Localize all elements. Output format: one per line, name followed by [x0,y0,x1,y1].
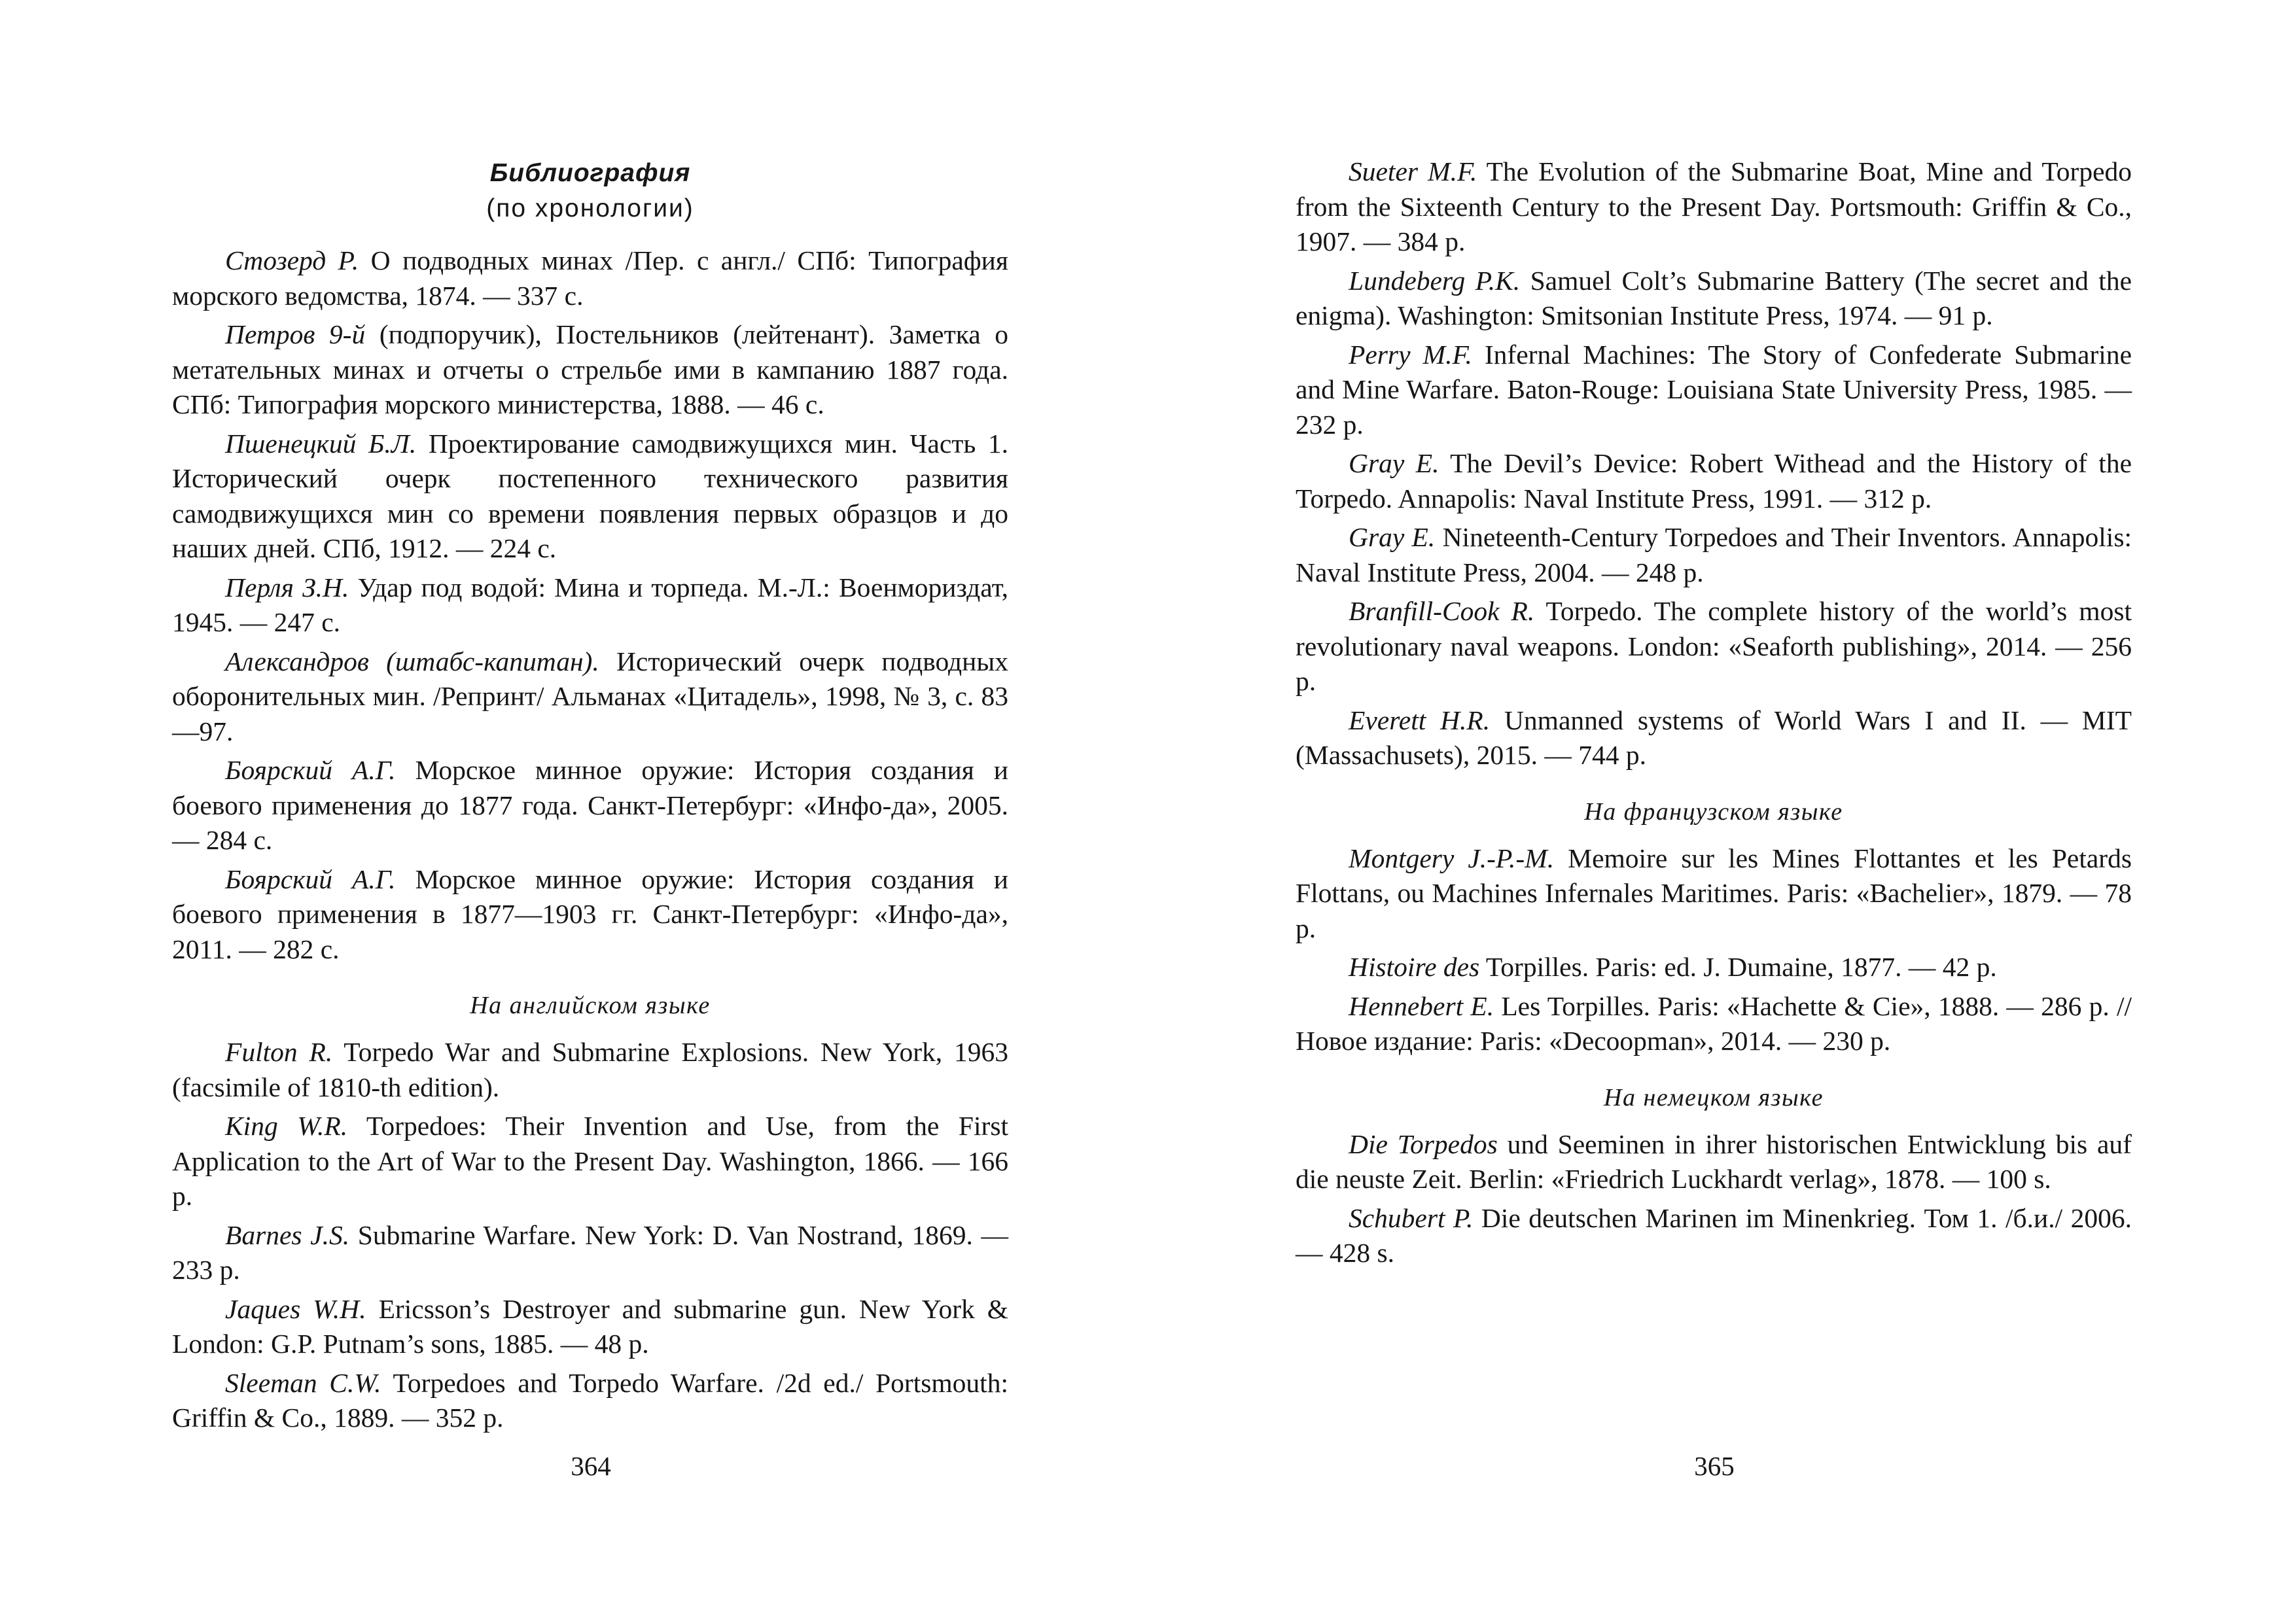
bibliography-title: Библиография [489,159,691,187]
entry-author: Петров 9-й [225,319,366,349]
page-number: 365 [1694,1451,1735,1481]
entry-text: Удар под водой: Мина и торпеда. М.-Л.: Военмориздат, 1945. — 247 с. [172,572,1008,637]
bib-entry [1296,338,2132,443]
bib-entry [172,243,1008,313]
bib-entry [1296,703,2132,773]
bib-entry [172,1292,1008,1362]
right-page [1296,154,2132,1275]
entry-text: Torpedo War and Submarine Explosions. New York, 1963 (facsimile of 1810-th edition). [172,1037,1008,1102]
entry-text: und Seeminen in ihrer historischen Entwicklung bis auf die neuste Zeit. Berlin: «Friedrich Luckhardt verlag», 1878. — 100 s. [1296,1128,2132,1194]
entry-author: Barnes J.S. [225,1219,350,1250]
german-entries [1296,1127,2132,1271]
bib-entry [172,1109,1008,1214]
bibliography-subtitle: (по хронологии) [486,194,694,222]
entry-text: Ericsson’s Destroyer and submarine gun. New York & London: G.P. Putnam’s sons, 1885. — 48 p. [172,1293,1008,1359]
entry-text: Исторический очерк подводных оборонительных мин. /Репринт/ Альманах «Цитадель», 1998, № 3, с. 83—97. [172,646,1009,746]
entry-author: Perry M.F. [1349,339,1472,370]
bib-entry [1296,520,2132,590]
entry-author: Gray E. [1349,522,1436,552]
entry-author: Die Torpedos [1349,1128,1498,1159]
bib-entry [1296,154,2132,260]
bib-entry [172,862,1008,968]
section-heading-english: На английском языке [470,992,711,1019]
bib-entry [172,753,1008,858]
entry-text: The Devil’s Device: Robert Withead and the History of the Torpedo. Annapolis: Naval Institute Press, 1991. — 312 p. [1296,448,2132,514]
entry-text: The Evolution of the Submarine Boat, Mine and Torpedo from the Sixteenth Century to the Present Day. Portsmouth: Griffin & Co., 1907. — 384 p. [1296,156,2132,256]
entry-text: (подпоручик), Постельников (лейтенант). Заметка о метательных минах и отчеты о стрельбе ими в кампанию 1887 года. СПб: Типография морского министерства, 1888. — 46 с. [172,319,1008,419]
entry-author: Sueter M.F. [1349,156,1477,186]
entry-text: Torpedo. The complete history of the world’s most revolutionary naval weapons. London: «Seaforth publishing», 2014. — 256 p. [1296,596,2132,696]
entry-author: Hennebert E. [1349,990,1494,1021]
entry-text: Die deutschen Marinen im Minenkrieg. Том 1. /б.и./ 2006. — 428 s. [1296,1202,2132,1268]
bib-entry [1296,594,2132,699]
entry-text: Torpilles. Paris: ed. J. Dumaine, 1877. — 42 p. [1479,952,1997,982]
entry-text: Морское минное оружие: История создания и боевого применения до 1877 года. Санкт-Петербург: «Инфо-да», 2005. — 284 с. [172,755,1008,855]
entry-author: Lundeberg P.K. [1349,265,1521,296]
entry-text: Nineteenth-Century Torpedoes and Their Inventors. Annapolis: Naval Institute Press, 2004. — 248 p. [1296,522,2132,587]
english-entries [172,1035,1008,1436]
entry-author: Branfill-Cook R. [1349,596,1535,626]
bib-entry [1296,950,2132,985]
bib-entry [172,1035,1008,1105]
entry-author: Everett H.R. [1349,705,1491,735]
entry-author: Боярский А.Г. [225,755,396,785]
bib-entry [172,644,1008,750]
entry-author: Histoire des [1349,952,1480,982]
bib-entry [1296,841,2132,947]
bib-entry [172,427,1008,567]
page-number: 364 [571,1451,611,1481]
french-entries [1296,841,2132,1059]
entry-text: Unmanned systems of World Wars I and II. — MIT (Massachusets), 2015. — 744 p. [1296,705,2132,770]
entry-author: Fulton R. [225,1037,333,1067]
bib-entry [172,317,1008,423]
entry-text: Samuel Colt’s Submarine Battery (The secret and the enigma). Washington: Smitsonian Institute Press, 1974. — 91 p. [1296,265,2132,330]
english-entries-continued [1296,154,2132,773]
entry-text: Memoire sur les Mines Flottantes et les Petards Flottans, ou Machines Infernales Maritimes. Paris: «Bachelier», 1879. — 78 p. [1296,843,2132,943]
entry-author: Пшенецкий Б.Л. [225,428,417,459]
entry-author: Sleeman C.W. [225,1367,381,1398]
bib-entry [1296,1201,2132,1271]
russian-entries [172,243,1008,967]
entry-text: Les Torpilles. Paris: «Hachette & Cie», 1888. — 286 p. // Новое издание: Paris: «Decoopman», 2014. — 230 p. [1296,990,2132,1056]
section-heading-german: На немецком языке [1604,1083,1824,1111]
entry-author: Gray E. [1349,448,1439,478]
entry-text: Морское минное оружие: История создания и боевого применения в 1877—1903 гг. Санкт-Петербург: «Инфо-да», 2011. — 282 с. [172,864,1008,964]
entry-text: Проектирование самодвижущихся мин. Часть 1. Исторический очерк постепенного технического развития самодвижущихся мин со времени появления первых образцов и до наших дней. СПб, 1912. — 224 с. [172,428,1008,563]
entry-text: Torpedoes and Torpedo Warfare. /2d ed./ Portsmouth: Griffin & Co., 1889. — 352 p. [172,1367,1008,1433]
left-page [172,156,1008,1440]
entry-author: Schubert P. [1349,1202,1474,1233]
bib-entry [1296,446,2132,516]
bib-entry [1296,989,2132,1059]
entry-author: Стозерд Р. [225,245,359,275]
section-heading-french: На французском языке [1584,797,1843,826]
entry-author: Перля З.Н. [225,572,349,602]
entry-text: Submarine Warfare. New York: D. Van Nostrand, 1869. — 233 p. [172,1219,1008,1285]
entry-author: Jaques W.H. [225,1293,366,1324]
bib-entry [172,1366,1008,1436]
bib-entry [1296,264,2132,334]
entry-author: Александров (штабс-капитан). [225,646,599,676]
entry-text: Torpedoes: Their Invention and Use, from the First Application to the Art of War to the Present Day. Washington, 1866. — 166 p. [172,1111,1008,1211]
bib-entry [172,570,1008,640]
bib-entry [1296,1127,2132,1197]
entry-author: Montgery J.-P.-M. [1349,843,1555,873]
entry-text: О подводных минах /Пер. с англ./ СПб: Типография морского ведомства, 1874. — 337 с. [172,245,1008,311]
entry-author: King W.R. [225,1111,348,1141]
entry-text: Infernal Machines: The Story of Confederate Submarine and Mine Warfare. Baton-Rouge: Louisiana State University Press, 1985. — 232 p. [1296,339,2132,440]
bib-entry [172,1218,1008,1288]
entry-author: Боярский А.Г. [225,864,396,894]
